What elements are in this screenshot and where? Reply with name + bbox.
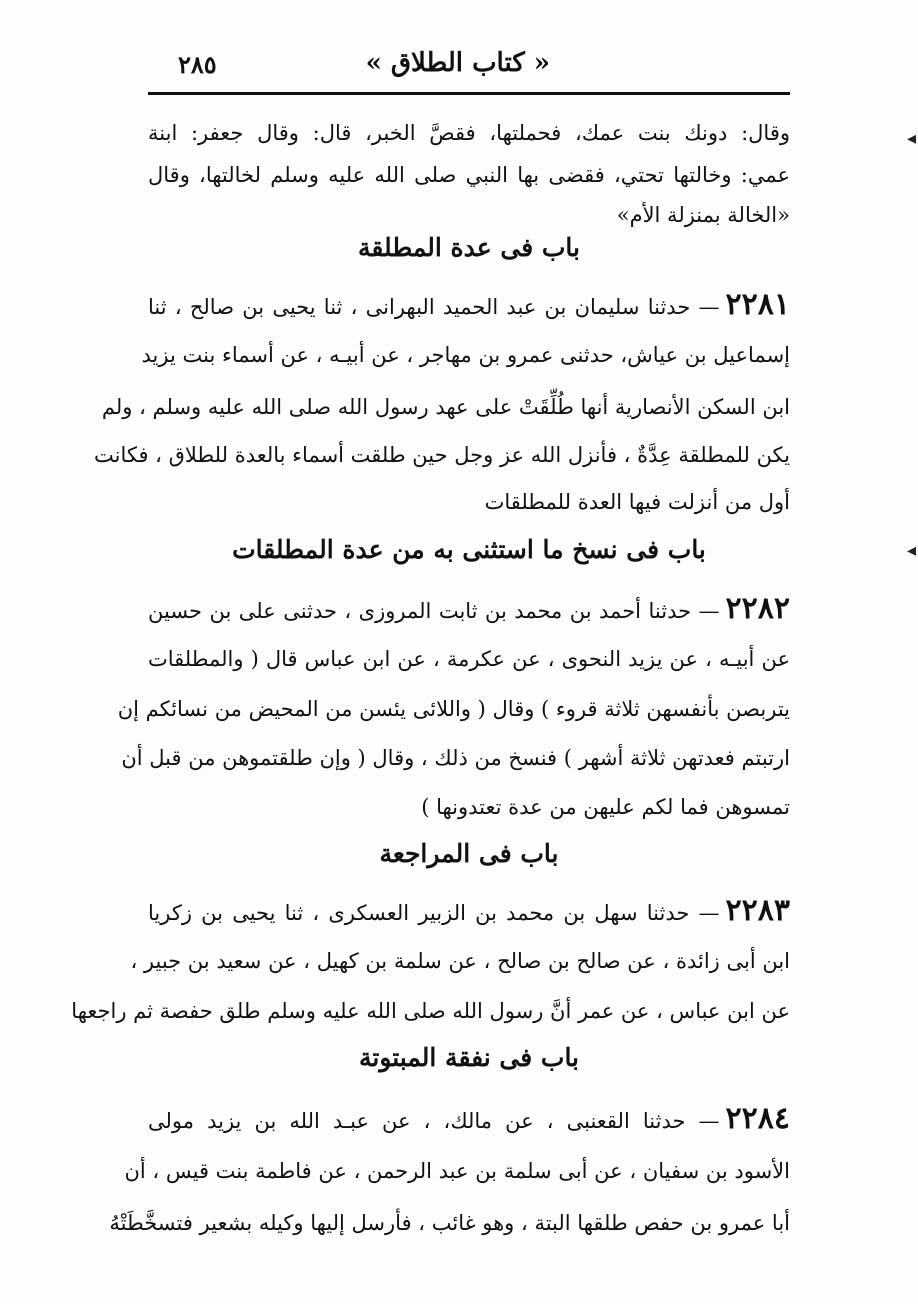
header-rule xyxy=(148,92,790,95)
text-line: الأسود بن سفيان ، عن أبى سلمة بن عبد الرحمن ، عن فاطمة بنت قيس ، أن xyxy=(124,1159,790,1183)
text-line: ابن السكن الأنصارية أنها طُلِّقَتْ على عهد رسول الله صلى الله عليه وسلم ، ولم xyxy=(101,395,790,419)
section-heading: باب فى عدة المطلقة xyxy=(358,233,580,262)
text-line xyxy=(148,1101,790,1136)
text-line: «الخالة بمنزلة الأم» xyxy=(616,203,790,227)
text-line: يتربصن بأنفسهن ثلاثة قروء ) وقال ( واللائى يئسن من المحيض من نسائكم إن xyxy=(117,697,790,721)
page-header xyxy=(148,44,790,90)
text-line xyxy=(148,591,790,626)
hadith-text: — حدثنا القعنبى ، عن مالك، ، عن عبـد الله بن يزيد مولى xyxy=(148,1109,720,1133)
text-line: عمي: وخالتها تحتي، فقضى بها النبي صلى الله عليه وسلم لخالتها، وقال xyxy=(148,163,790,187)
hadith-number: ٢٢٨٤ xyxy=(725,1101,790,1136)
section-heading: باب فى نسخ ما استثنى به من عدة المطلقات xyxy=(232,535,706,564)
text-line: إسماعيل بن عياش، حدثنى عمرو بن مهاجر ، عن أبيـه ، عن أسماء بنت يزيد xyxy=(141,343,790,367)
section-heading: باب فى المراجعة xyxy=(379,839,559,868)
page-number: ٢٨٥ xyxy=(178,50,217,79)
section-heading: باب فى نفقة المبتوتة xyxy=(358,1043,580,1072)
hadith-number: ٢٢٨٢ xyxy=(725,591,790,626)
text-line: أول من أنزلت فيها العدة للمطلقات xyxy=(484,490,790,514)
text-line: يكن للمطلقة عِدَّةٌ ، فأنزل الله عز وجل حين طلقت أسماء بالعدة للطلاق ، فكانت xyxy=(93,443,790,467)
text-line: ابن أبى زائدة ، عن صالح بن صالح ، عن سلمة بن كهيل ، عن سعيد بن جبير ، xyxy=(130,949,790,973)
text-line: عن ابن عباس ، عن عمر أنَّ رسول الله صلى الله عليه وسلم طلق حفصة ثم راجعها xyxy=(71,999,790,1023)
hadith-text: — حدثنا سليمان بن عبد الحميد البهرانى ، ثنا يحيى بن صالح ، ثنا xyxy=(148,295,720,319)
text-line: وقال: دونك بنت عمك، فحملتها، فقصَّ الخبر، قال: وقال جعفر: ابنة xyxy=(148,121,790,145)
text-line: أبا عمرو بن حفص طلقها البتة ، وهو غائب ، فأرسل إليها وكيله بشعير فتسخَّطَتْهُ xyxy=(109,1211,790,1235)
text-line: ارتبتم فعدتهن ثلاثة أشهر ) فنسخ من ذلك ، وقال ( وإن طلقتموهن من قبل أن xyxy=(121,746,790,770)
hadith-number: ٢٢٨٣ xyxy=(725,893,790,928)
text-line: عن أبيـه ، عن يزيد النحوى ، عن عكرمة ، عن ابن عباس قال ( والمطلقات xyxy=(148,647,790,671)
text-line xyxy=(148,287,790,322)
text-line xyxy=(148,893,790,928)
text-line: تمسوهن فما لكم عليهن من عدة تعتدونها ) xyxy=(421,795,790,819)
hadith-text: — حدثنا أحمد بن محمد بن ثابت المروزى ، حدثنى على بن حسين xyxy=(148,599,720,623)
margin-mark: ◂ xyxy=(906,128,916,149)
margin-mark: ◂ xyxy=(906,540,916,561)
hadith-number: ٢٢٨١ xyxy=(725,287,790,322)
hadith-text: — حدثنا سهل بن محمد بن الزبير العسكرى ، ثنا يحيى بن زكريا xyxy=(148,901,720,925)
running-title: « كتاب الطلاق » xyxy=(365,48,550,78)
